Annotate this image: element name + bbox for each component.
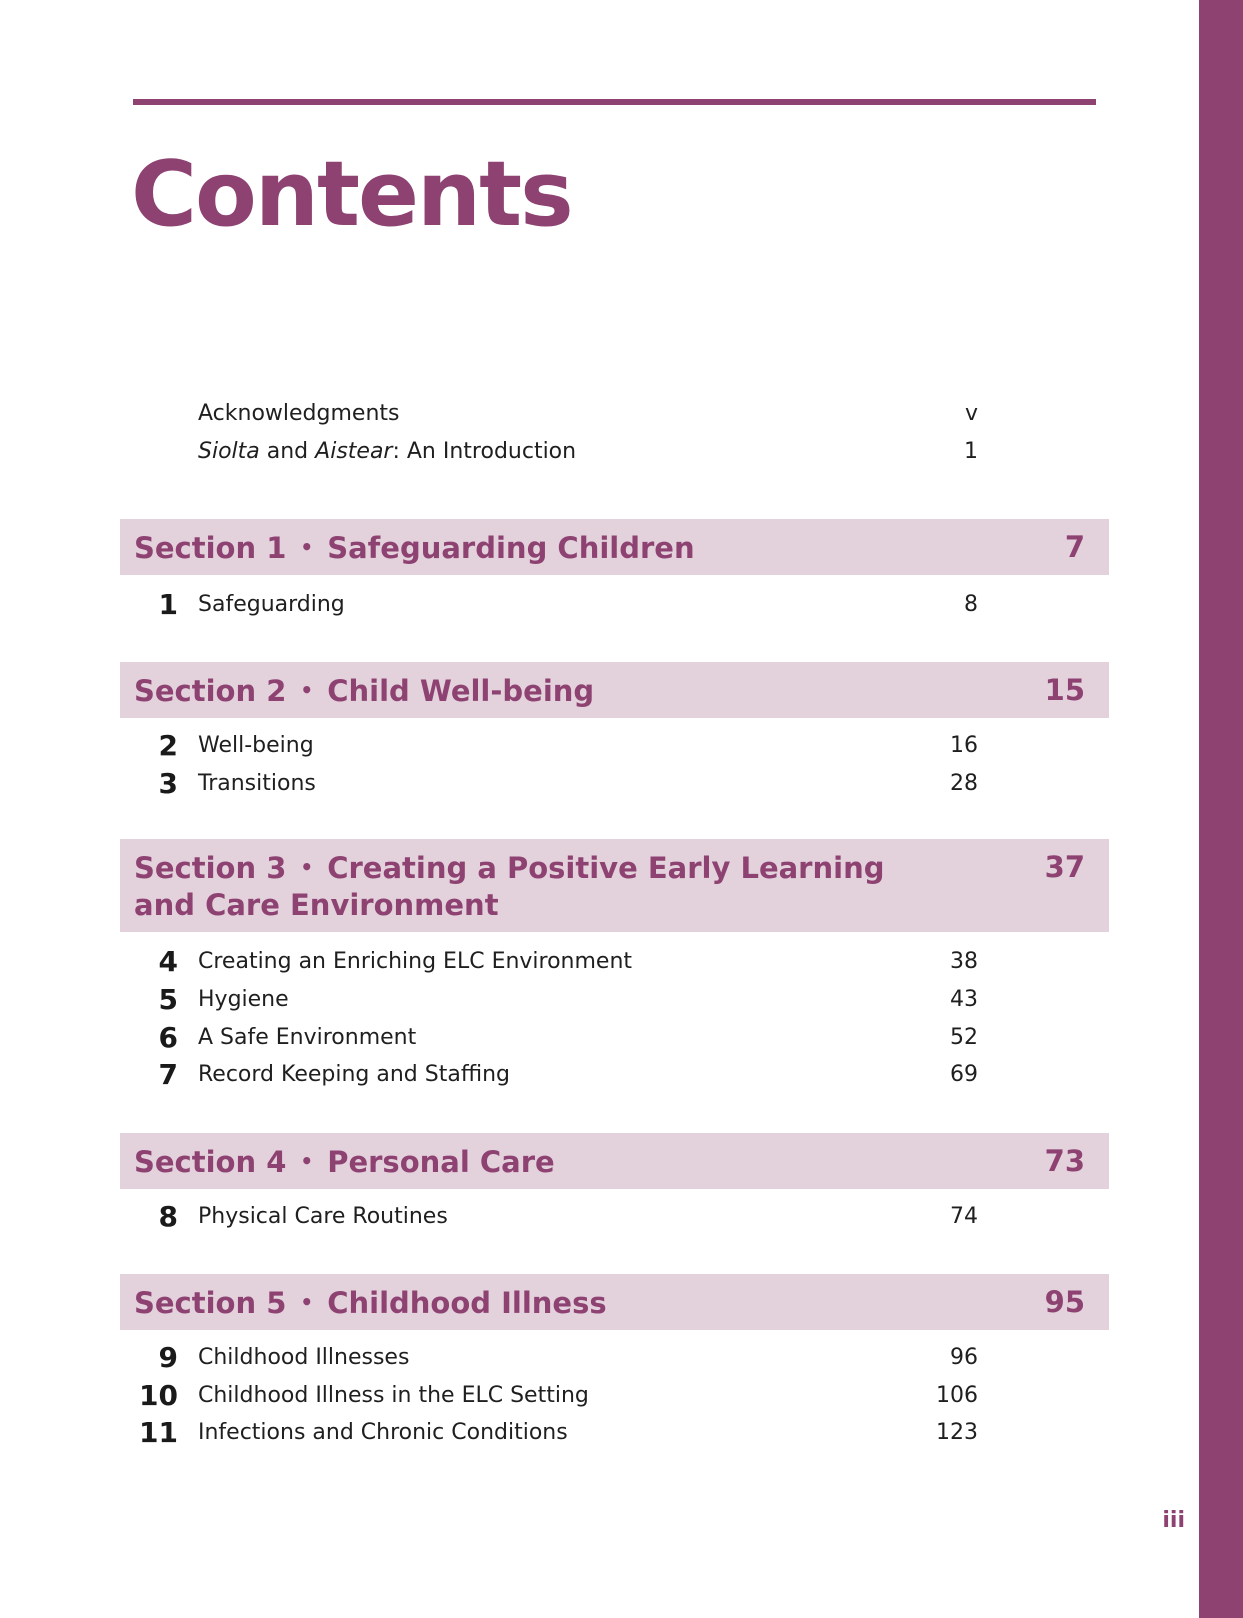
section-title: Section 2 • Child Well-being [134,674,595,708]
section-3-heading[interactable] [120,839,1109,932]
chapter-page: 69 [950,1062,978,1087]
chapter-title: Childhood Illnesses [198,1345,410,1370]
section-5-heading[interactable] [120,1274,1109,1330]
page-number: iii [1162,1508,1185,1533]
section-title: Section 5 • Childhood Illness [134,1286,607,1320]
section-page: 15 [1044,673,1085,707]
chapter-row-4[interactable] [120,947,978,977]
top-rule [133,99,1096,105]
chapter-row-7[interactable] [120,1060,978,1090]
chapter-page: 74 [950,1204,978,1229]
chapter-number: 4 [158,945,178,978]
section-1-heading[interactable] [120,519,1109,575]
chapter-row-9[interactable] [120,1343,978,1373]
section-2-heading[interactable] [120,662,1109,718]
chapter-number: 1 [158,588,178,621]
chapter-number: 5 [158,983,178,1016]
chapter-number: 8 [158,1200,178,1233]
toc-entry-label: Acknowledgments [198,401,400,426]
toc-entry-page: 1 [964,439,978,464]
chapter-page: 106 [936,1383,978,1408]
section-page: 37 [1044,850,1085,884]
section-page: 7 [1064,530,1085,564]
chapter-page: 96 [950,1345,978,1370]
chapter-row-6[interactable] [120,1023,978,1053]
chapter-title: Physical Care Routines [198,1204,448,1229]
chapter-title: Record Keeping and Staffing [198,1062,511,1087]
chapter-number: 2 [158,729,178,762]
chapter-row-11[interactable] [120,1418,978,1448]
chapter-title: Transitions [198,771,316,796]
side-color-bar [1199,0,1243,1618]
chapter-page: 28 [950,771,978,796]
section-4-heading[interactable] [120,1133,1109,1189]
chapter-title: Creating an Enriching ELC Environment [198,949,633,974]
chapter-title: Hygiene [198,987,289,1012]
chapter-number: 9 [158,1341,178,1374]
chapter-row-5[interactable] [120,985,978,1015]
chapter-number: 6 [158,1021,178,1054]
chapter-page: 16 [950,733,978,758]
toc-entry-page: v [964,401,978,426]
section-title: Section 1 • Safeguarding Children [134,531,695,565]
chapter-number: 3 [158,767,178,800]
section-page: 73 [1044,1144,1085,1178]
chapter-row-8[interactable] [120,1202,978,1232]
chapter-title: Safeguarding [198,592,345,617]
chapter-page: 52 [950,1025,978,1050]
chapter-page: 8 [964,592,978,617]
chapter-row-1[interactable] [120,590,978,620]
chapter-row-3[interactable] [120,769,978,799]
toc-entry-label: Siolta and Aistear: An Introduction [198,439,577,464]
chapter-title: Childhood Illness in the ELC Setting [198,1383,589,1408]
chapter-page: 43 [950,987,978,1012]
chapter-page: 123 [936,1420,978,1445]
chapter-number: 11 [139,1416,178,1449]
section-page: 95 [1044,1285,1085,1319]
chapter-number: 7 [158,1058,178,1091]
chapter-number: 10 [139,1379,178,1412]
chapter-title: Well-being [198,733,314,758]
chapter-title: Infections and Chronic Conditions [198,1420,568,1445]
page-title: Contents [131,142,572,247]
section-title: Section 4 • Personal Care [134,1145,555,1179]
chapter-row-2[interactable] [120,731,978,761]
chapter-row-10[interactable] [120,1381,978,1411]
section-title: Section 3 • Creating a Positive Early Learning and Care Environment [134,851,885,922]
chapter-title: A Safe Environment [198,1025,417,1050]
chapter-page: 38 [950,949,978,974]
